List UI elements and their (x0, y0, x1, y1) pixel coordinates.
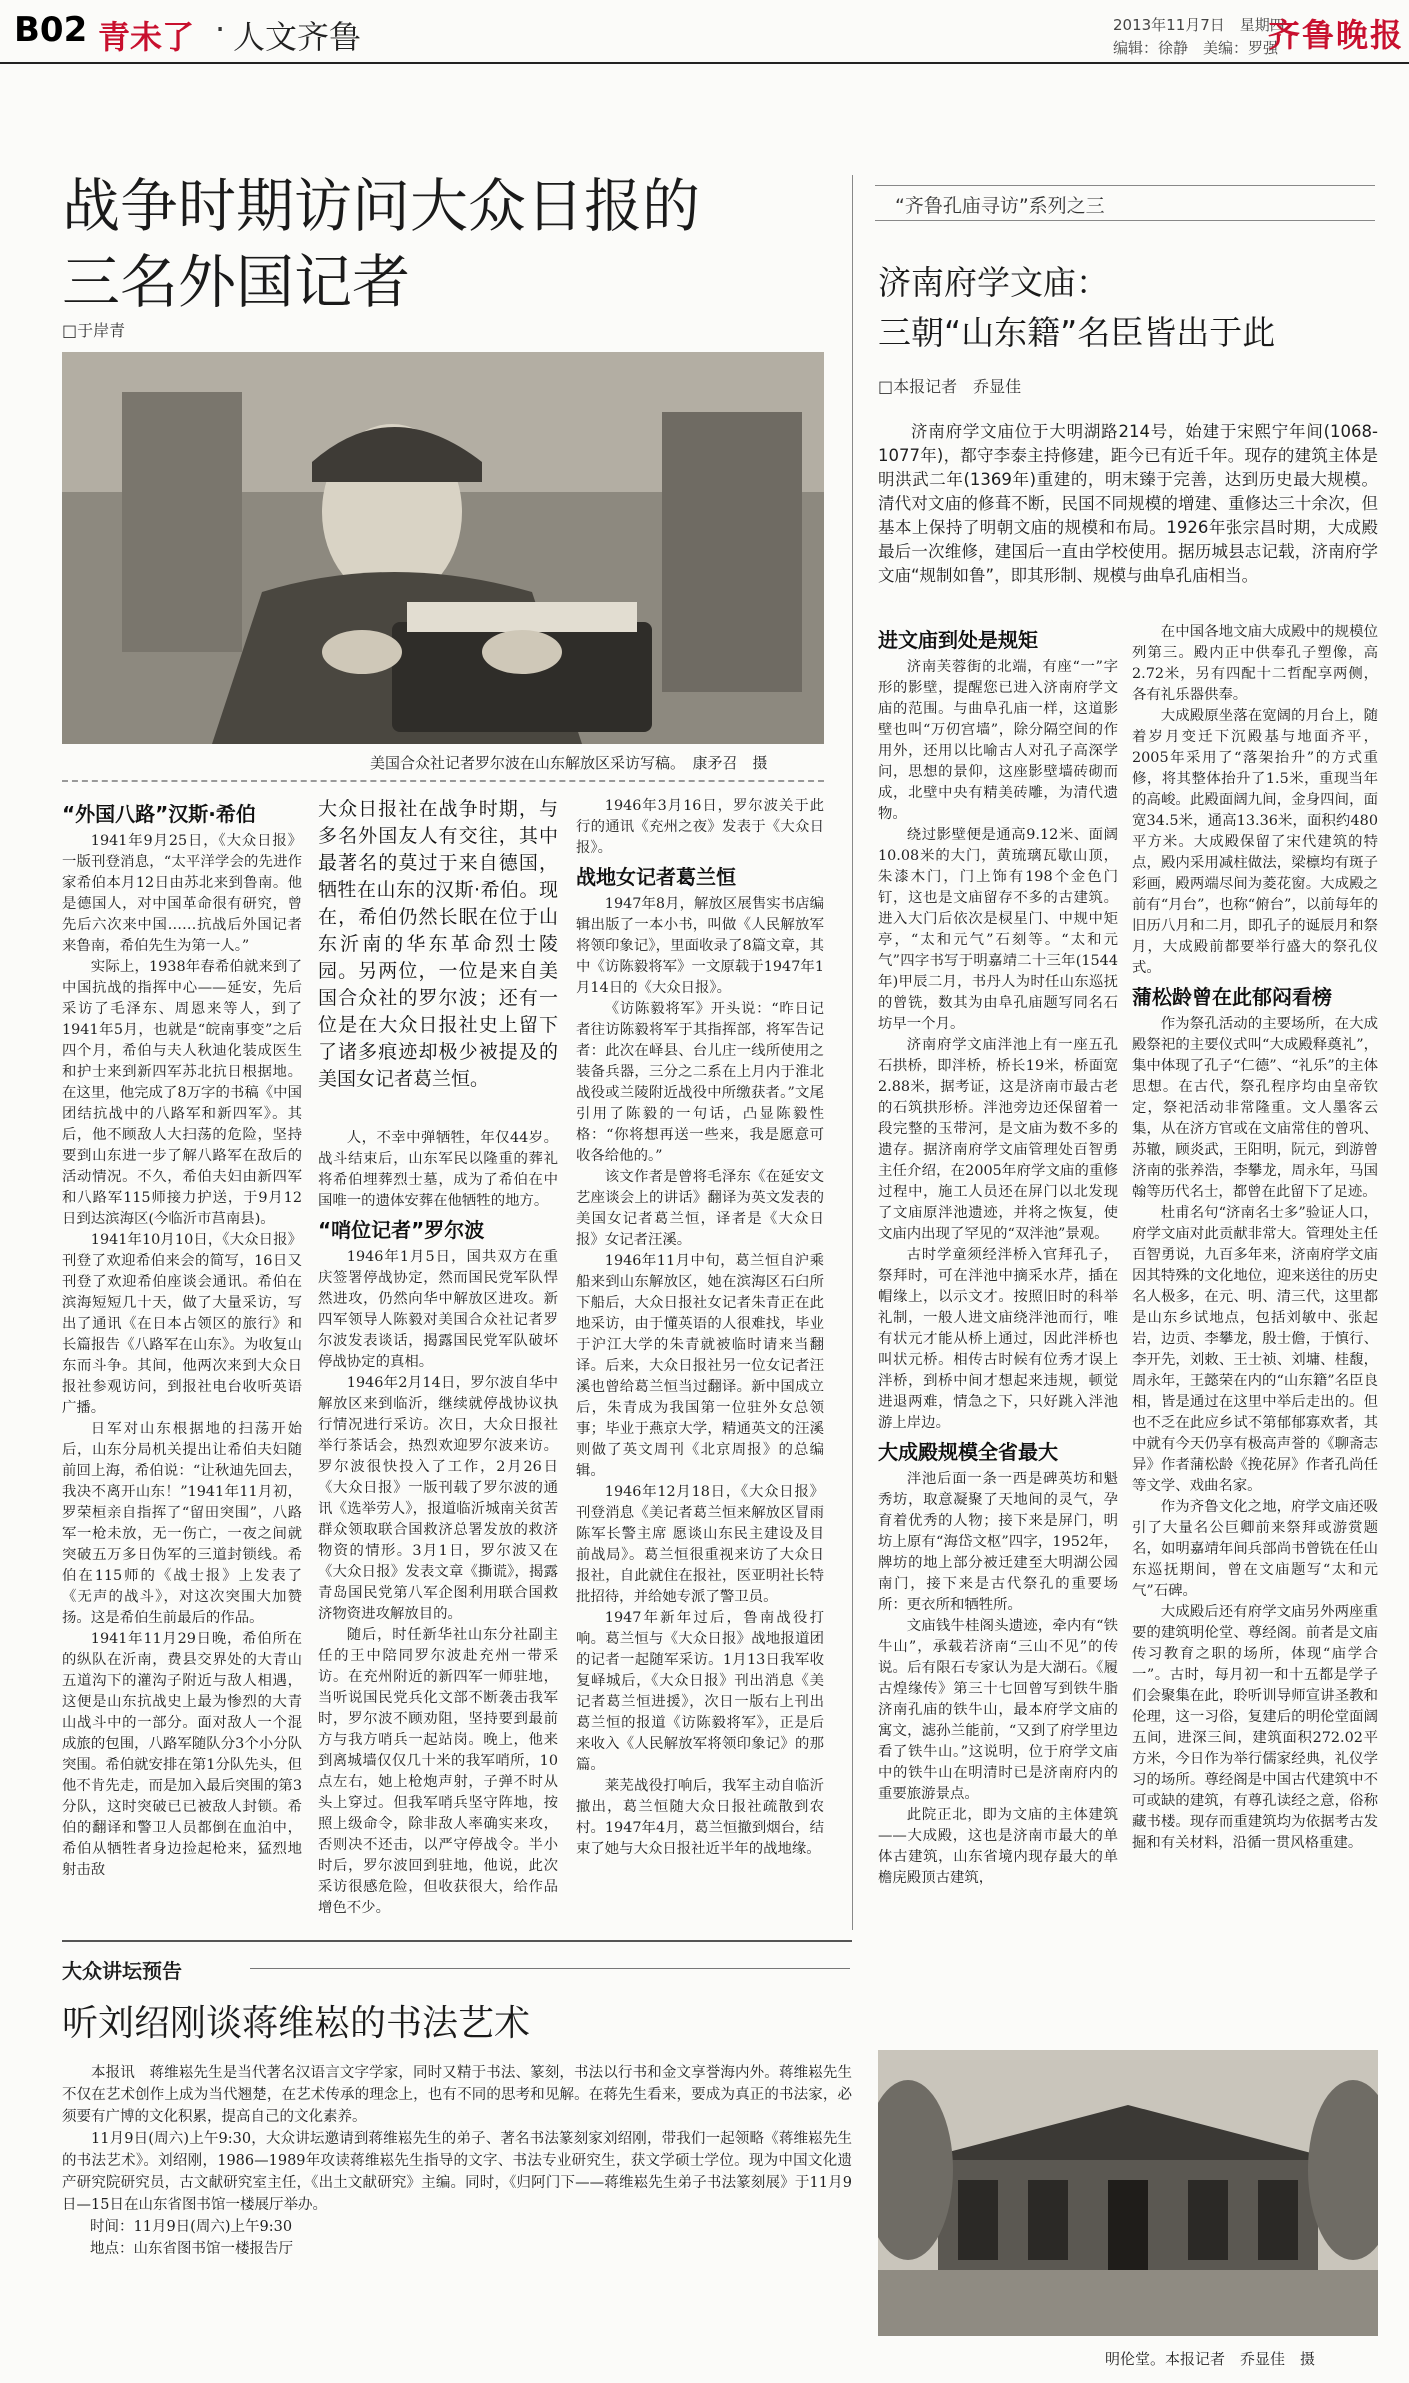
main-byline: □于岸青 (62, 321, 126, 340)
hall-illustration (878, 2050, 1378, 2336)
col3-para: 该文作者是曾将毛泽东《在延安文艺座谈会上的讲话》翻译为英文发表的美国女记者葛兰恒，译者是《大众日报》女记者汪溪。 (576, 1169, 824, 1248)
page-number: B02 (14, 10, 88, 50)
editors: 编辑：徐静 美编：罗强 (1113, 39, 1279, 57)
right-col1-para: 古时学童须经泮桥入官拜孔子，祭拜时，可在泮池中摘采水芹，插在帽缘上，以示文才。按照旧时的科举礼制，一般人进文庙绕泮池而行，唯有状元才能从桥上通过，因此泮桥也叫状元桥。相传古时候有位秀才误上泮桥，到桥中间才想起来违规，顿觉进退两难，情急之下，只好跳入泮池游上岸边。 (878, 1247, 1118, 1431)
lecture-title: 听刘绍刚谈蒋维崧的书法艺术 (62, 2003, 531, 2044)
lecture-tag: 大众讲坛预告 (62, 1959, 182, 1983)
right-col1-para: 绕过影壁便是通高9.12米、面阔10.08米的大门，黄琉璃瓦歇山顶，朱漆木门，门上饰有198个金色门钉，这也是文庙留存不多的古建筑。进入大门后依次是棂星门、中规中矩亭，“太和元气”石刻等。“太和元气”四字书写于明嘉靖二十三年(1544年)甲辰二月，书丹人为时任山东巡抚的曾铣，数其为由阜孔庙题写同名石坊早一个月。 (878, 827, 1118, 1032)
col1-para: 1941年11月29日晚，希伯所在的纵队在沂南，费县交界处的大青山五道沟下的灌沟子附近与敌人相遇，这便是山东抗战史上最为惨烈的大青山战斗中的一部分。面对敌人一个混成旅的包围，八路军随队分3个小分队突围。希伯就安排在第1分队先头，但他不肯先走，而是加入最后突围的第3分队，这时突破已已被敌人封锁。希伯的翻译和警卫人员都倒在血泊中，希伯从牺牲者身边捡起枪来，猛烈地射击敌 (62, 1631, 302, 1878)
right-col1-para: 文庙钱牛桂阁头遗迹，牵内有“铁牛山”，承载若济南“三山不见”的传说。后有限石专家认为是大湖石。《履古煌缘传》第三十七回曾写到铁牛脂济南孔庙的铁牛山，最本府学文庙的寓文，滤孙兰能前，“又到了府学里边看了铁牛山。”这说明，位于府学文庙中的铁牛山在明清时已是济南府内的重要旅游景点。 (878, 1618, 1118, 1802)
right-col1-para: 泮池后面一条一西是碑英坊和魁秀坊，取意凝聚了天地间的灵气，孕育着优秀的人物；接下来是屏门，明坊上原有“海岱文枢”四字，1952年，牌坊的地上部分被迁建至大明湖公园南门，接下来是古代祭孔的重要场所：更衣所和牺牲所。 (878, 1471, 1118, 1613)
minglun-hall-photo (878, 2050, 1378, 2336)
series-box (875, 185, 1375, 221)
main-col-3 (576, 796, 824, 1931)
bottom-rule (62, 1940, 852, 1942)
issue-date: 2013年11月7日 星期四 (1113, 16, 1285, 34)
right-col1-subheading: 进文庙到处是规矩 (878, 628, 1038, 652)
col1-para: 1941年10月10日，《大众日报》刊登了欢迎希伯来会的简写，16日又刊登了欢迎希伯座谈会通讯。希伯在滨海短短几十天，做了大量采访，写出了通讯《在日本占领区的旅行》和长篇报告《八路军在山东》。为收复山东而斗争。其间，他两次来到大众日报社参观访问，到报社电台收听英语广播。 (62, 1232, 302, 1416)
section-dot: · (215, 10, 226, 48)
col3-para: 1947年新年过后，鲁南战役打响。葛兰恒与《大众日报》战地报道团的记者一起随军采访。1月13日我军收复峄城后，《大众日报》刊出消息《美记者葛兰恒进援》，次日一版右上刊出葛兰恒的报道《访陈毅将军》，正是后来收入《人民解放军将领印象记》的那篇。 (576, 1610, 824, 1773)
series-label: “齐鲁孔庙寻访”系列之三 (895, 195, 1105, 217)
right-col-2 (1132, 622, 1378, 2040)
lecture-tag-rule (250, 1968, 850, 1969)
right-col2-para: 作为祭孔活动的主要场所，在大成殿祭祀的主要仪式叫“大成殿释奠礼”，集中体现了孔子“仁德”、“礼乐”的主体思想。在古代，祭孔程序均由皇帝钦定，祭祀活动非常隆重。文人墨客云集，从在济方官或在文庙常住的曾巩、苏辙，顾炎武，王阳明，阮元，到游曾济南的张养浩，李攀龙，周永年，马国翰等历代名士，都曾在此留下了足迹。 (1132, 1016, 1378, 1200)
right-lead-text: 济南府学文庙位于大明湖路214号，始建于宋熙宁年间(1068-1077年)，都守李泰主持修建，距今已有近千年。现存的建筑主体是明洪武二年(1369年)重建的，明末臻于完善，达到历史最大规模。清代对文庙的修葺不断，民国不同规模的增建、重修达三十余次，但基本上保持了明朝文庙的规模和布局。1926年张宗昌时期，大成殿最后一次维修，建国后一直由学校使用。据历城县志记载，济南府学文庙“规制如鲁”，即其形制、规模与曲阜孔庙相当。 (878, 422, 1378, 585)
header-meta (1113, 14, 1285, 60)
typewriter-photo (62, 352, 824, 744)
lecture-para: 11月9日(周六)上午9:30，大众讲坛邀请到蒋维崧先生的弟子、著名书法篆刻家刘绍刚，带我们一起领略《蒋维崧先生的书法艺术》。刘绍刚，1986—1989年攻读蒋维崧先生指导的文字、书法专业研究生，获文学硕士学位。现为中国文化遗产研究院研究员，古文献研究室主任，《出土文献研究》主编。同时，《归阿门下——蒋维崧先生弟子书法篆刻展》于11月9日—15日在山东省图书馆一楼展厅举办。 (62, 2131, 852, 2213)
lecture-body (62, 2062, 852, 2260)
right-article-title (878, 258, 1378, 358)
right-lead (878, 420, 1378, 588)
newspaper-logo: 齐鲁晚报 (1268, 16, 1405, 54)
right-col1-para: 济南府学文庙泮池上有一座五孔石拱桥，即泮桥，桥长19米，桥面宽2.88米，据考证，这是济南市最古老的石筑拱形桥。泮池旁边还保留着一段完整的玉带河，是文庙为数不多的遗存。据济南府学文庙管理处百智勇主任介绍，在2005年府学文庙的重修过程中，施工人员还在屏门以北发现了文庙原泮池遗迹，并将之恢复，使文庙内出现了罕见的“双泮池”景观。 (878, 1037, 1118, 1242)
col3-para: 莱芜战役打响后，我军主动自临沂撤出，葛兰恒随大众日报社疏散到农村。1947年4月，葛兰恒撤到烟台，结束了她与大众日报社近半年的战地缘。 (576, 1778, 824, 1857)
col1-subheading: “外国八路”汉斯·希伯 (62, 802, 256, 826)
main-col-1 (62, 796, 302, 1931)
right-col-1 (878, 622, 1118, 1930)
right-col2-para: 大成殿后还有府学文庙另外两座重要的建筑明伦堂、尊经阁。前者是文庙传习教育之职的场所，体现“庙学合一”。古时，每月初一和十五都是学子们会聚集在此，聆听训导师宣讲圣教和伦理，这一习俗，复建后的明伦堂面阔五间，进深三间，建筑面积272.02平方米，今日作为举行儒家经典，礼仪学习的场所。尊经阁是中国古代建筑中不可或缺的建筑，有尊孔读经之意，俗称藏书楼。现存而重建筑均为依据考古发掘和有关材料，沿循一贯风格重建。 (1132, 1604, 1378, 1851)
right-title-line1: 济南府学文庙： (878, 263, 1109, 302)
lecture-para: 本报讯 蒋维崧先生是当代著名汉语言文字学家，同时又精于书法、篆刻，书法以行书和金文享誉海内外。蒋维崧先生不仅在艺术创作上成为当代翘楚，在艺术传承的理念上，也有不同的思考和见解。在蒋先生看来，要成为真正的书法家，必须要有广博的文化积累，提高自己的文化素养。 (62, 2065, 852, 2125)
col1-para: 日军对山东根据地的扫荡开始后，山东分局机关提出让希伯夫妇随前回上海，希伯说：“让秋迪先回去，我决不离开山东！”1941年11月初，罗荣桓亲自指挥了“留田突围”，八路军一枪未放，无一伤亡，一夜之间就突破五万多日伪军的三道封锁线。希伯在115师的《战士报》上发表了《无声的战斗》，对这次突围大加赞扬。这是希伯生前最后的作品。 (62, 1421, 302, 1626)
col3-para: 《访陈毅将军》开头说：“昨日记者往访陈毅将军于其指挥部，将军告记者：此次在峄县、台儿庄一线所使用之装备兵器，三分之二系在上月内于淮北战役或兰陵附近战役中所缴获者。”文尾引用了陈毅的一句话，凸显陈毅性格：“你将想再送一些来，我是愿意可收各给他的。” (576, 1001, 824, 1164)
right-col2-para: 大成殿原坐落在宽阔的月台上，随着岁月变迁下沉殿基与地面齐平，2005年采用了“落架抬升”的方式重修，将其整体抬升了1.5米，重现当年的高峻。此殿面阔九间，金身四间，面宽34.5米，通高13.36米，面积约480平方米。大成殿保留了宋代建筑的特点，殿内采用减柱做法，梁檩均有斑子彩画，殿两端尽间为菱花窗。大成殿之前有“月台”，也称“俯台”，以前每年的旧历八月和二月，即孔子的诞辰月和祭月，大成殿前都要举行盛大的祭孔仪式。 (1132, 708, 1378, 976)
col2-para: 1946年1月5日，国共双方在重庆签署停战协定，然而国民党军队悍然进攻，仍然向华中解放区进攻。新四军领导人陈毅对美国合众社记者罗尔波发表谈话，揭露国民党军队破坏停战协定的真相。 (318, 1249, 558, 1370)
right-col2-subheading: 蒲松龄曾在此郁闷看榜 (1132, 985, 1332, 1009)
col3-para: 1946年11月中旬，葛兰恒自沪乘船来到山东解放区，她在滨海区石臼所下船后，大众日报社女记者朱青正在此地采访，由于懂英语的人很难找，毕业于沪江大学的朱青就被临时请来当翻译。后来，大众日报社另一位女记者汪溪也曾给葛兰恒当过翻译。新中国成立后，朱青成为我国第一位驻外女总领事；毕业于燕京大学，精通英文的汪溪则做了英文周刊《北京周报》的总编辑。 (576, 1253, 824, 1479)
col1-para: 1941年9月25日，《大众日报》一版刊登消息，“太平洋学会的先进作家希伯本月12日由苏北来到鲁南。他是德国人，对中国革命很有研究，曾先后六次来中国……抗战后外国记者来鲁南，希伯先生为第一人。” (62, 833, 302, 954)
right-col1-subheading2: 大成殿规模全省最大 (878, 1440, 1058, 1464)
right-col2-para: 在中国各地文庙大成殿中的规模位列第三。殿内正中供奉孔子塑像，高2.72米，另有四配十二哲配享两侧，各有礼乐器供奉。 (1132, 624, 1378, 703)
col2-para: 随后，时任新华社山东分社副主任的王中陪同罗尔波赴充州一带采访。在充州附近的新四军一师驻地，当听说国民党兵化文部不断袭击我军时，罗尔波不顾劝阻，坚持要到最前方与我方哨兵一起站岗。晚上，他来到离城墙仅仅几十米的我军哨所，10点左右，她上枪炮声射，子弹不时从头上穿过。但我军哨兵坚守阵地，按照上级命令，除非敌人率确实来攻，否则决不还击，以严守停战令。半小时后，罗尔波回到驻地，他说，此次采访很感危险，但收获很大，给作品增色不少。 (318, 1627, 558, 1916)
right-col2-para: 杜甫名句“济南名士多”验证人口，府学文庙对此贡献非常大。管理处主任百智勇说，九百多年来，济南府学文庙因其特殊的文化地位，迎来送往的历史名人极多，在元、明、清三代，这里都是山东乡试地点，包括刘敏中、张起岩，边贡、李攀龙，殷士儋，于慎行、李开先，刘敕、王士祯、刘墉、桂馥，周永年，王懿荣在内的“山东籍”名臣良相，皆是通过在这里中举后走出的。但也不乏在此应乡试不第郁郁寡欢者，其中就有今天仍享有极高声誉的《聊斋志异》作者蒲松龄《挽花屏》作者孔尚任等文学、戏曲名家。 (1132, 1205, 1378, 1494)
main-col-2 (318, 1128, 558, 1931)
pull-quote-box (318, 796, 558, 1093)
col3-para: 1946年3月16日，罗尔波关于此行的通讯《充州之夜》发表于《大众日报》。 (576, 798, 824, 856)
right-col1-para: 济南芙蓉街的北端，有座“一”字形的影壁，提醒您已进入济南府学文庙的范围。与曲阜孔庙一样，这道影壁也叫“万仞宫墙”，除分隔空间的作用外，还用以比喻古人对孔子高深学问，思想的景仰，这座影壁墙砖砌而成，北壁中央有精美砖雕，为清代遗物。 (878, 659, 1118, 822)
col2-subheading: “哨位记者”罗尔波 (318, 1218, 485, 1242)
right-photo-caption: 明伦堂。本报记者 乔显佳 摄 (1105, 2350, 1316, 2368)
photo-illustration (62, 352, 824, 744)
section-title: 青未了 (98, 18, 195, 56)
photo-divider (62, 780, 824, 783)
column-divider (852, 175, 853, 1930)
col3-subheading: 战地女记者葛兰恒 (576, 865, 736, 889)
col2-para: 人，不幸中弹牺牲，年仅44岁。战斗结束后，山东军民以隆重的葬礼将希伯埋葬烈士墓，成为了希伯在中国唯一的遗体安葬在他牺牲的地方。 (318, 1130, 558, 1209)
col3-para: 1946年12月18日，《大众日报》刊登消息《美记者葛兰恒来解放区冒雨陈军长警主席 愿谈山东民主建设及目前战局》。葛兰恒很重视来访了大众日报社，自此就住在报社，医亚明社长特批招待，并给她专派了警卫员。 (576, 1484, 824, 1605)
right-byline: □本报记者 乔显佳 (878, 377, 1022, 396)
main-title-line2: 三名外国记者 (62, 248, 411, 316)
lecture-time: 时间：11月9日(周六)上午9:30 (90, 2219, 293, 2235)
right-title-line2: 三朝“山东籍”名臣皆出于此 (878, 313, 1276, 352)
main-article-title (62, 168, 862, 320)
col1-para: 实际上，1938年春希伯就来到了中国抗战的指挥中心——延安，先后采访了毛泽东、周恩来等人，到了1941年5月，也就是“皖南事变”之后四个月，希伯与夫人秋迪化装成医生和护士来到新四军苏北抗日根据地。在这里，他完成了8万字的书稿《中国团结抗战中的八路军和新四军》。其后，他不顾敌人大扫荡的危险，坚持要到山东进一步了解八路军在敌后的活动情况。不久，希伯夫妇由新四军和八路军115师接力护送，于9月12日到达滨海区(今临沂市莒南县)。 (62, 959, 302, 1227)
right-col2-para: 作为齐鲁文化之地，府学文庙还吸引了大量名公巨卿前来祭拜或游赏题名，如明嘉靖年间兵部尚书曾铣在任山东巡抚期间，曾在文庙题写“太和元气”石碑。 (1132, 1499, 1378, 1599)
header-rule (0, 62, 1409, 64)
right-col1-para: 此院正北，即为文庙的主体建筑——大成殿，这也是济南市最大的单体古建筑，山东省境内现存最大的单檐庑殿顶古建筑， (878, 1807, 1118, 1886)
col3-para: 1947年8月，解放区展售实书店编辑出版了一本小书，叫做《人民解放军将领印象记》，里面收录了8篇文章，其中《访陈毅将军》一文原载于1947年1月14日的《大众日报》。 (576, 896, 824, 996)
lecture-place: 地点：山东省图书馆一楼报告厅 (90, 2241, 293, 2257)
pull-quote: 大众日报社在战争时期，与多名外国友人有交往，其中最著名的莫过于来自德国，牺牲在山东的汉斯·希伯。现在，希伯仍然长眠在位于山东沂南的华东革命烈士陵园。另两位，一位是来自美国合众社的罗尔波；还有一位是在大众日报社史上留下了诸多痕迹却极少被提及的美国女记者葛兰恒。 (318, 798, 558, 1090)
subsection-title: 人文齐鲁 (233, 18, 362, 56)
main-title-line1: 战争时期访问大众日报的 (62, 172, 701, 240)
main-photo-caption: 美国合众社记者罗尔波在山东解放区采访写稿。 康矛召 摄 (370, 754, 768, 772)
col2-para: 1946年2月14日，罗尔波自华中解放区来到临沂，继续就停战协议执行情况进行采访。次日，大众日报社举行茶话会，热烈欢迎罗尔波来访。罗尔波很快投入了工作，2月26日《大众日报》一版刊载了罗尔波的通讯《选举劳人》，报道临沂城南关贫苦群众领取联合国救济总署发放的救济物资的情形。3月1日，罗尔波又在《大众日报》发表文章《撕谎》，揭露青岛国民党第八军企图利用联合国救济物资进攻解放目的。 (318, 1375, 558, 1622)
